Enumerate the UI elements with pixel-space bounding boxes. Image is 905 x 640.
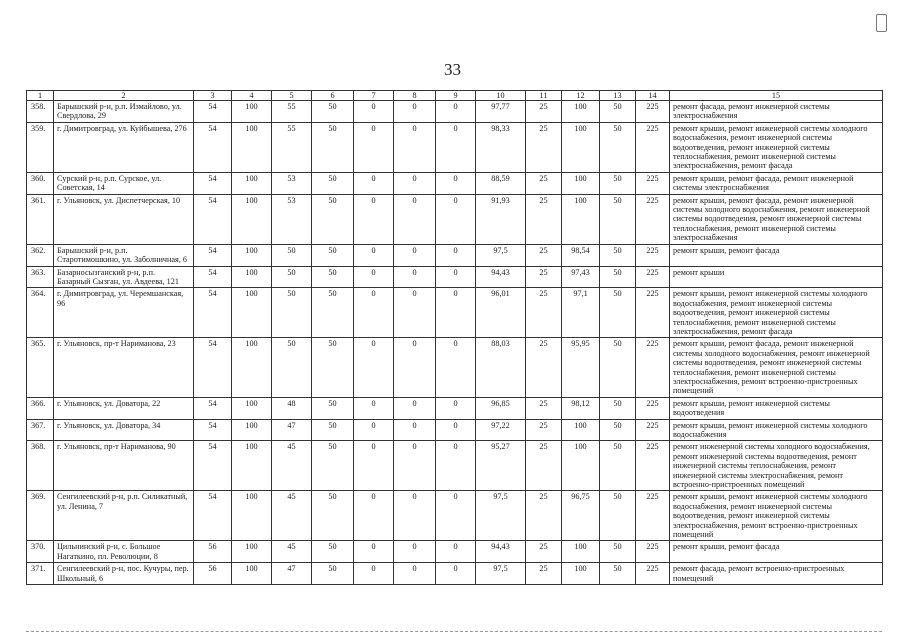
value-cell: 100 — [562, 101, 600, 123]
row-number-cell: 369. — [27, 491, 54, 541]
value-cell: 0 — [394, 172, 436, 194]
value-cell: 0 — [354, 244, 394, 266]
table-row — [27, 244, 883, 266]
address-cell: г. Ульяновск, ул. Доватора, 34 — [54, 419, 194, 441]
value-cell: 54 — [194, 194, 232, 244]
column-header: 14 — [636, 91, 670, 101]
value-cell: 56 — [194, 563, 232, 585]
value-cell: 50 — [312, 244, 354, 266]
column-header: 2 — [54, 91, 194, 101]
value-cell: 98,12 — [562, 397, 600, 419]
row-number-cell: 368. — [27, 441, 54, 491]
value-cell: 54 — [194, 419, 232, 441]
works-table-container — [26, 90, 882, 585]
value-cell: 100 — [232, 441, 272, 491]
works-cell: ремонт крыши, ремонт фасада, ремонт инженерной системы холодного водоснабжения, ремонт инженерной системы водоотведения, ремонт инженерной системы теплоснабжения, ремонт инженерной системы электроснабжения — [670, 194, 883, 244]
value-cell: 25 — [526, 194, 562, 244]
value-cell: 96,75 — [562, 491, 600, 541]
value-cell: 25 — [526, 563, 562, 585]
value-cell: 0 — [354, 419, 394, 441]
value-cell: 0 — [436, 288, 476, 338]
column-header: 6 — [312, 91, 354, 101]
value-cell: 50 — [600, 172, 636, 194]
value-cell: 0 — [436, 419, 476, 441]
row-number-cell: 366. — [27, 397, 54, 419]
value-cell: 100 — [232, 288, 272, 338]
value-cell: 50 — [600, 419, 636, 441]
value-cell: 50 — [312, 194, 354, 244]
bottom-divider — [26, 631, 882, 632]
value-cell: 54 — [194, 397, 232, 419]
value-cell: 97,43 — [562, 266, 600, 288]
value-cell: 25 — [526, 419, 562, 441]
value-cell: 97,1 — [562, 288, 600, 338]
column-header: 12 — [562, 91, 600, 101]
value-cell: 50 — [312, 491, 354, 541]
works-cell: ремонт крыши — [670, 266, 883, 288]
row-number-cell: 362. — [27, 244, 54, 266]
table-body — [27, 101, 883, 585]
value-cell: 0 — [436, 194, 476, 244]
row-number-cell: 370. — [27, 541, 54, 563]
value-cell: 0 — [394, 441, 436, 491]
value-cell: 100 — [232, 491, 272, 541]
column-header: 7 — [354, 91, 394, 101]
row-number-cell: 363. — [27, 266, 54, 288]
table-row — [27, 397, 883, 419]
address-cell: Сенгилеевский р-н, пос. Кучуры, пер. Школьный, 6 — [54, 563, 194, 585]
value-cell: 95,27 — [476, 441, 526, 491]
value-cell: 0 — [354, 288, 394, 338]
works-cell: ремонт крыши, ремонт инженерной системы холодного водоснабжения — [670, 419, 883, 441]
value-cell: 225 — [636, 419, 670, 441]
value-cell: 47 — [272, 563, 312, 585]
value-cell: 96,85 — [476, 397, 526, 419]
works-cell: ремонт крыши, ремонт инженерной системы холодного водоснабжения, ремонт инженерной системы водоотведения, ремонт инженерной системы теплоснабжения, ремонт инженерной системы электроснабжения, ремонт фасада — [670, 122, 883, 172]
value-cell: 50 — [272, 338, 312, 397]
address-cell: г. Ульяновск, ул. Диспетчерская, 10 — [54, 194, 194, 244]
value-cell: 0 — [436, 563, 476, 585]
value-cell: 0 — [394, 419, 436, 441]
table-row — [27, 338, 883, 397]
value-cell: 55 — [272, 101, 312, 123]
value-cell: 25 — [526, 491, 562, 541]
table-row — [27, 172, 883, 194]
value-cell: 50 — [312, 288, 354, 338]
value-cell: 50 — [312, 172, 354, 194]
value-cell: 0 — [394, 194, 436, 244]
value-cell: 53 — [272, 194, 312, 244]
value-cell: 100 — [232, 541, 272, 563]
value-cell: 0 — [436, 441, 476, 491]
address-cell: г. Ульяновск, ул. Доватора, 22 — [54, 397, 194, 419]
value-cell: 100 — [232, 194, 272, 244]
value-cell: 97,5 — [476, 491, 526, 541]
table-header-row — [27, 91, 883, 101]
value-cell: 100 — [562, 122, 600, 172]
row-number-cell: 364. — [27, 288, 54, 338]
value-cell: 0 — [436, 338, 476, 397]
works-cell: ремонт крыши, ремонт фасада, ремонт инженерной системы холодного водоснабжения, ремонт инженерной системы водоотведения, ремонт инженерной системы теплоснабжения, ремонт инженерной системы электроснабжения, ремонт встроенно-пристроенных помещений — [670, 338, 883, 397]
value-cell: 100 — [232, 101, 272, 123]
value-cell: 50 — [600, 288, 636, 338]
value-cell: 96,01 — [476, 288, 526, 338]
column-header: 15 — [670, 91, 883, 101]
value-cell: 56 — [194, 541, 232, 563]
value-cell: 100 — [232, 122, 272, 172]
value-cell: 0 — [436, 491, 476, 541]
address-cell: Базарносызганский р-н, р.п. Базарный Сызган, ул. Авдеева, 121 — [54, 266, 194, 288]
table-row — [27, 441, 883, 491]
works-cell: ремонт крыши, ремонт фасада — [670, 541, 883, 563]
value-cell: 225 — [636, 172, 670, 194]
value-cell: 50 — [312, 122, 354, 172]
value-cell: 50 — [272, 266, 312, 288]
value-cell: 0 — [394, 288, 436, 338]
value-cell: 88,59 — [476, 172, 526, 194]
page-number: 33 — [444, 60, 461, 79]
value-cell: 50 — [600, 541, 636, 563]
works-cell: ремонт крыши, ремонт инженерной системы водоотведения — [670, 397, 883, 419]
value-cell: 100 — [232, 244, 272, 266]
value-cell: 0 — [436, 541, 476, 563]
value-cell: 25 — [526, 172, 562, 194]
value-cell: 225 — [636, 338, 670, 397]
row-number-cell: 359. — [27, 122, 54, 172]
value-cell: 50 — [312, 441, 354, 491]
address-cell: Сурский р-н, р.п. Сурское, ул. Советская, 14 — [54, 172, 194, 194]
table-row — [27, 419, 883, 441]
value-cell: 25 — [526, 244, 562, 266]
table-row — [27, 266, 883, 288]
works-cell: ремонт фасада, ремонт инженерной системы электроснабжения — [670, 101, 883, 123]
value-cell: 225 — [636, 491, 670, 541]
value-cell: 98,33 — [476, 122, 526, 172]
value-cell: 0 — [354, 172, 394, 194]
value-cell: 0 — [436, 244, 476, 266]
value-cell: 25 — [526, 397, 562, 419]
row-number-cell: 371. — [27, 563, 54, 585]
value-cell: 54 — [194, 122, 232, 172]
value-cell: 225 — [636, 101, 670, 123]
row-number-cell: 367. — [27, 419, 54, 441]
works-cell: ремонт крыши, ремонт инженерной системы холодного водоснабжения, ремонт инженерной системы водоотведения, ремонт инженерной системы электроснабжения, ремонт встроенно-пристроенных помещений — [670, 491, 883, 541]
value-cell: 100 — [562, 441, 600, 491]
value-cell: 100 — [232, 338, 272, 397]
value-cell: 100 — [562, 172, 600, 194]
column-header: 9 — [436, 91, 476, 101]
value-cell: 54 — [194, 288, 232, 338]
value-cell: 0 — [354, 441, 394, 491]
value-cell: 100 — [232, 172, 272, 194]
value-cell: 100 — [562, 541, 600, 563]
value-cell: 100 — [562, 194, 600, 244]
value-cell: 54 — [194, 266, 232, 288]
row-number-cell: 358. — [27, 101, 54, 123]
row-number-cell: 365. — [27, 338, 54, 397]
value-cell: 225 — [636, 194, 670, 244]
value-cell: 225 — [636, 441, 670, 491]
column-header: 5 — [272, 91, 312, 101]
value-cell: 88,03 — [476, 338, 526, 397]
value-cell: 50 — [312, 266, 354, 288]
value-cell: 0 — [354, 397, 394, 419]
value-cell: 50 — [312, 338, 354, 397]
value-cell: 225 — [636, 397, 670, 419]
value-cell: 100 — [232, 563, 272, 585]
value-cell: 100 — [232, 266, 272, 288]
value-cell: 50 — [600, 244, 636, 266]
value-cell: 94,43 — [476, 266, 526, 288]
table-row — [27, 194, 883, 244]
value-cell: 54 — [194, 172, 232, 194]
row-number-cell: 360. — [27, 172, 54, 194]
value-cell: 45 — [272, 541, 312, 563]
value-cell: 0 — [354, 541, 394, 563]
value-cell: 225 — [636, 244, 670, 266]
value-cell: 25 — [526, 122, 562, 172]
value-cell: 225 — [636, 266, 670, 288]
value-cell: 54 — [194, 441, 232, 491]
column-header: 10 — [476, 91, 526, 101]
value-cell: 50 — [600, 266, 636, 288]
works-cell: ремонт инженерной системы холодного водоснабжения, ремонт инженерной системы водоотведения, ремонт инженерной системы теплоснабжения, ремонт инженерной системы электроснабжения, ремонт встроенно-пристроенных помещений — [670, 441, 883, 491]
column-header: 4 — [232, 91, 272, 101]
value-cell: 25 — [526, 101, 562, 123]
value-cell: 50 — [272, 244, 312, 266]
value-cell: 25 — [526, 338, 562, 397]
value-cell: 47 — [272, 419, 312, 441]
address-cell: Сенгилеевский р-н, р.п. Силикатный, ул. Ленина, 7 — [54, 491, 194, 541]
value-cell: 0 — [394, 338, 436, 397]
value-cell: 98,54 — [562, 244, 600, 266]
value-cell: 91,93 — [476, 194, 526, 244]
works-cell: ремонт крыши, ремонт фасада — [670, 244, 883, 266]
address-cell: г. Ульяновск, пр-т Нариманова, 23 — [54, 338, 194, 397]
value-cell: 54 — [194, 338, 232, 397]
value-cell: 100 — [562, 563, 600, 585]
value-cell: 50 — [312, 541, 354, 563]
value-cell: 0 — [354, 122, 394, 172]
value-cell: 94,43 — [476, 541, 526, 563]
table-row — [27, 563, 883, 585]
address-cell: Барышский р-н, р.п. Старотимошкино, ул. Заболничная, 6 — [54, 244, 194, 266]
value-cell: 0 — [394, 122, 436, 172]
row-number-cell: 361. — [27, 194, 54, 244]
address-cell: Цильнинский р-н, с. Большое Нагаткино, пл. Революции, 8 — [54, 541, 194, 563]
column-header: 13 — [600, 91, 636, 101]
value-cell: 97,5 — [476, 244, 526, 266]
value-cell: 0 — [394, 541, 436, 563]
value-cell: 0 — [354, 266, 394, 288]
works-cell: ремонт крыши, ремонт инженерной системы холодного водоснабжения, ремонт инженерной системы водоотведения, ремонт инженерной системы теплоснабжения, ремонт инженерной системы электроснабжения, ремонт фасада — [670, 288, 883, 338]
address-cell: г. Димитровград, ул. Куйбышева, 276 — [54, 122, 194, 172]
value-cell: 225 — [636, 122, 670, 172]
corner-mark — [876, 14, 887, 32]
value-cell: 50 — [312, 397, 354, 419]
value-cell: 50 — [600, 194, 636, 244]
value-cell: 54 — [194, 244, 232, 266]
value-cell: 50 — [600, 101, 636, 123]
column-header: 1 — [27, 91, 54, 101]
value-cell: 50 — [600, 122, 636, 172]
value-cell: 0 — [354, 338, 394, 397]
value-cell: 53 — [272, 172, 312, 194]
value-cell: 48 — [272, 397, 312, 419]
value-cell: 97,77 — [476, 101, 526, 123]
value-cell: 54 — [194, 491, 232, 541]
value-cell: 50 — [600, 441, 636, 491]
table-row — [27, 541, 883, 563]
works-cell: ремонт крыши, ремонт фасада, ремонт инженерной системы электроснабжения — [670, 172, 883, 194]
value-cell: 55 — [272, 122, 312, 172]
value-cell: 0 — [436, 101, 476, 123]
column-header: 3 — [194, 91, 232, 101]
value-cell: 0 — [394, 491, 436, 541]
value-cell: 25 — [526, 266, 562, 288]
value-cell: 100 — [562, 419, 600, 441]
value-cell: 0 — [436, 266, 476, 288]
table-row — [27, 122, 883, 172]
address-cell: г. Ульяновск, пр-т Нариманова, 90 — [54, 441, 194, 491]
value-cell: 0 — [436, 172, 476, 194]
address-cell: Барышский р-н, р.п. Измайлово, ул. Свердлова, 29 — [54, 101, 194, 123]
table-row — [27, 288, 883, 338]
value-cell: 100 — [232, 419, 272, 441]
value-cell: 50 — [272, 288, 312, 338]
value-cell: 100 — [232, 397, 272, 419]
value-cell: 225 — [636, 563, 670, 585]
value-cell: 50 — [312, 419, 354, 441]
column-header: 11 — [526, 91, 562, 101]
value-cell: 0 — [394, 244, 436, 266]
value-cell: 50 — [312, 563, 354, 585]
works-table — [26, 90, 883, 585]
value-cell: 54 — [194, 101, 232, 123]
value-cell: 50 — [312, 101, 354, 123]
address-cell: г. Димитровград, ул. Черемшанская, 96 — [54, 288, 194, 338]
value-cell: 0 — [354, 563, 394, 585]
value-cell: 50 — [600, 338, 636, 397]
value-cell: 25 — [526, 541, 562, 563]
value-cell: 0 — [436, 122, 476, 172]
value-cell: 97,5 — [476, 563, 526, 585]
value-cell: 50 — [600, 397, 636, 419]
table-row — [27, 491, 883, 541]
value-cell: 50 — [600, 563, 636, 585]
value-cell: 0 — [394, 563, 436, 585]
table-row — [27, 101, 883, 123]
value-cell: 25 — [526, 288, 562, 338]
value-cell: 50 — [600, 491, 636, 541]
value-cell: 225 — [636, 288, 670, 338]
value-cell: 25 — [526, 441, 562, 491]
value-cell: 0 — [394, 101, 436, 123]
value-cell: 0 — [354, 101, 394, 123]
value-cell: 0 — [436, 397, 476, 419]
value-cell: 0 — [394, 266, 436, 288]
works-cell: ремонт фасада, ремонт встроенно-пристроенных помещений — [670, 563, 883, 585]
value-cell: 45 — [272, 441, 312, 491]
value-cell: 0 — [354, 194, 394, 244]
value-cell: 95,95 — [562, 338, 600, 397]
value-cell: 0 — [394, 397, 436, 419]
value-cell: 225 — [636, 541, 670, 563]
value-cell: 45 — [272, 491, 312, 541]
value-cell: 97,22 — [476, 419, 526, 441]
column-header: 8 — [394, 91, 436, 101]
value-cell: 0 — [354, 491, 394, 541]
